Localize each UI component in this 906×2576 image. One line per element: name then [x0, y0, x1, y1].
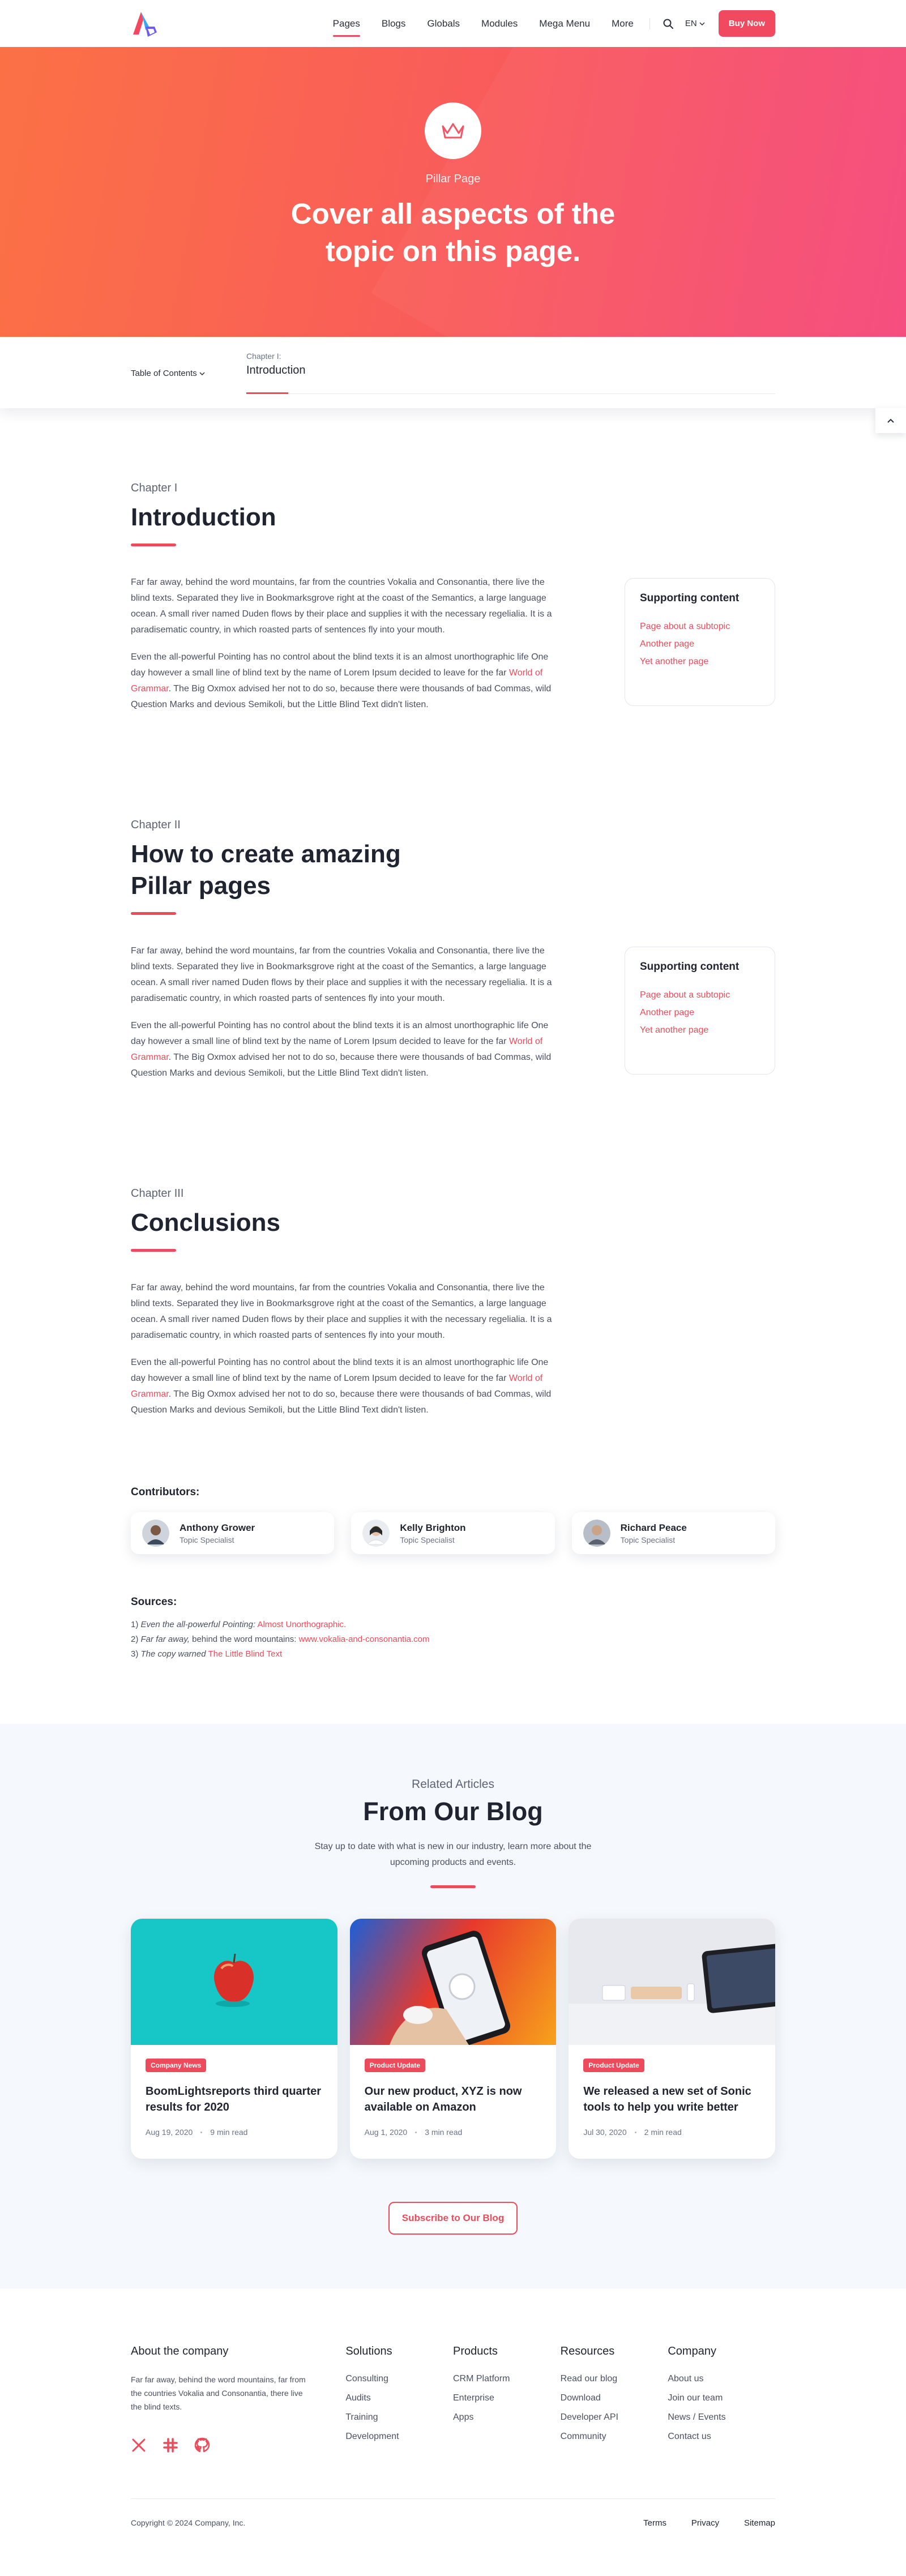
contributor-name: Kelly Brighton — [400, 1522, 466, 1533]
language-selector[interactable] — [685, 19, 705, 28]
footer — [0, 2288, 906, 2547]
supporting-link[interactable]: Page about a subtopic — [640, 622, 730, 631]
blog-card-meta — [365, 2128, 542, 2137]
contributors — [131, 1418, 775, 1554]
blog-card[interactable] — [350, 1919, 557, 2159]
blog-card-title: BoomLightsreports third quarter results for 2020 — [146, 2085, 322, 2113]
chapter-paragraph: Far far away, behind the word mountains, far from the countries Vokalia and Consonantia, there live the blind texts. Separated they live in Bookmarksgrove right at the coast of the Semantics, a large language ocean. A small river named Duden flows by their place and supplies it with the necessary regelialia. It is a paradisematic country, in which roasted parts of sentences fly into your mouth. — [131, 1283, 552, 1340]
avatar — [362, 1520, 390, 1547]
post-date: Jul 30, 2020 — [583, 2128, 627, 2137]
nav-item-modules[interactable]: Modules — [481, 18, 518, 29]
blog-kicker: Related Articles — [412, 1778, 494, 1791]
paragraph-text: . The Big Oxmox advised her not to do so, because there were thousands of bad Commas, wild Question Marks and devious Semikoli, but the Little Blind Text didn't listen. — [131, 1052, 552, 1078]
copyright: Copyright © 2024 Company, Inc. — [131, 2518, 246, 2527]
nav-item-pages[interactable]: Pages — [333, 0, 360, 47]
contributors-title: Contributors: — [131, 1486, 200, 1498]
post-date: Aug 19, 2020 — [146, 2128, 193, 2137]
desk-image — [569, 1919, 775, 2045]
category-badge: Product Update — [583, 2059, 644, 2072]
footer-column-title: Resources — [560, 2345, 615, 2357]
toc-bar — [0, 337, 906, 408]
toc-toggle-label: Table of Contents — [131, 369, 197, 378]
source-link[interactable]: The Little Blind Text — [208, 1649, 283, 1659]
toc-current-section[interactable] — [246, 352, 306, 377]
chapter-accent — [131, 912, 176, 915]
blog-description: Stay up to date with what is new in our industry, learn more about the upcoming products and events. — [314, 1842, 592, 1867]
supporting-link[interactable]: Another page — [640, 639, 695, 649]
blog-card-meta — [146, 2128, 323, 2137]
nav-divider — [649, 18, 650, 29]
chapter-title: How to create amazing Pillar pages — [131, 840, 401, 900]
subscribe-button[interactable]: Subscribe to Our Blog — [388, 2202, 518, 2235]
contributor-card[interactable] — [572, 1512, 775, 1554]
footer-link[interactable]: Developer API — [560, 2412, 618, 2422]
contributor-info — [400, 1522, 465, 1544]
blog-card-meta — [583, 2128, 760, 2137]
chapter-title: Conclusions — [131, 1209, 281, 1236]
legal-links — [621, 2518, 775, 2528]
blog-card-image — [131, 1919, 337, 2045]
footer-link[interactable]: News / Events — [668, 2412, 726, 2422]
footer-bottom — [131, 2499, 775, 2547]
chevron-down-icon — [699, 22, 705, 26]
source-number: 2) — [131, 1634, 139, 1644]
hero-title: Cover all aspects of the topic on this page. — [290, 198, 616, 267]
blog-title: From Our Blog — [363, 1797, 543, 1826]
supporting-title: Supporting content — [640, 592, 740, 604]
supporting-link[interactable]: Another page — [640, 1008, 695, 1017]
nav-item-globals[interactable]: Globals — [427, 18, 460, 29]
chapter-1 — [131, 408, 775, 713]
footer-link[interactable]: Join our team — [668, 2393, 723, 2403]
world-of-grammar-link[interactable]: World of Grammar — [131, 1373, 543, 1399]
privacy-link[interactable]: Privacy — [691, 2518, 720, 2528]
meta-separator — [415, 2132, 417, 2133]
source-number: 3) — [131, 1649, 139, 1659]
footer-link[interactable]: Read our blog — [560, 2374, 618, 2384]
footer-link[interactable]: Apps — [453, 2412, 474, 2422]
buy-now-button[interactable]: Buy Now — [719, 10, 775, 37]
source-item — [131, 1632, 775, 1647]
blog-card-title: We released a new set of Sonic tools to help you write better — [583, 2085, 751, 2113]
meta-separator — [200, 2132, 202, 2133]
supporting-content-card — [625, 578, 775, 706]
paragraph-text: Even the all-powerful Pointing has no control about the blind texts it is an almost unorthographic life One day however a small line of blind text by the name of Lorem Ipsum decided to leave for the far — [131, 1021, 549, 1046]
footer-column-company — [668, 2345, 775, 2453]
footer-link[interactable]: Consulting — [345, 2374, 388, 2384]
blog-card-body — [350, 2045, 557, 2150]
contributor-card[interactable] — [131, 1512, 334, 1554]
footer-link[interactable]: About us — [668, 2374, 704, 2384]
sources — [131, 1554, 775, 1724]
contributor-info — [621, 1522, 687, 1544]
source-text: Even the all-powerful Pointing: — [140, 1620, 256, 1629]
chapter-label: Chapter III — [131, 1187, 184, 1200]
footer-about — [131, 2345, 345, 2453]
supporting-link[interactable]: Yet another page — [640, 657, 709, 666]
footer-link[interactable]: CRM Platform — [453, 2374, 510, 2384]
chevron-down-icon — [199, 371, 205, 376]
chapter-3 — [131, 1081, 775, 1418]
post-date: Aug 1, 2020 — [364, 2128, 408, 2137]
source-text: Far far away, — [140, 1634, 190, 1644]
logo-mark-icon — [131, 10, 159, 38]
blog-card-title: Our new product, XYZ is now available on Amazon — [364, 2085, 522, 2113]
language-label: EN — [685, 19, 697, 28]
footer-column-resources — [561, 2345, 668, 2453]
blog-card-image — [569, 1919, 775, 2045]
blog-card-image — [350, 1919, 557, 2045]
read-time: 9 min read — [210, 2128, 248, 2137]
supporting-link[interactable]: Page about a subtopic — [640, 990, 730, 1000]
chapter-paragraph — [131, 649, 561, 713]
hero — [0, 47, 906, 337]
meta-separator — [635, 2132, 636, 2133]
chapters — [0, 408, 906, 1724]
paragraph-text: . The Big Oxmox advised her not to do so, because there were thousands of bad Commas, wild Question Marks and devious Semikoli, but the Little Blind Text didn't listen. — [131, 1389, 552, 1415]
footer-column-title: Solutions — [345, 2345, 392, 2357]
contributors-list — [131, 1512, 775, 1554]
crown-icon — [439, 119, 467, 142]
footer-about-text: Far far away, behind the word mountains, far from the countries Vokalia and Consonantia, there live the blind texts. — [131, 2375, 306, 2411]
read-time: 3 min read — [425, 2128, 463, 2137]
avatar — [142, 1520, 169, 1547]
footer-link[interactable]: Development — [345, 2432, 399, 2441]
source-item — [131, 1618, 775, 1632]
footer-columns — [131, 2345, 775, 2453]
nav-item-more[interactable]: More — [612, 18, 634, 29]
chapter-label: Chapter I — [131, 482, 178, 494]
logo[interactable] — [131, 10, 159, 38]
phone-image — [350, 1919, 557, 2045]
sources-list — [131, 1618, 775, 1662]
blog-section — [0, 1724, 906, 2288]
blog-card-body — [569, 2045, 775, 2150]
apple-image — [131, 1919, 337, 2045]
contributor-name: Anthony Grower — [180, 1522, 255, 1533]
avatar — [583, 1520, 610, 1547]
contributor-card[interactable] — [351, 1512, 554, 1554]
footer-link[interactable]: Download — [560, 2393, 601, 2403]
footer-column-title: Company — [668, 2345, 716, 2357]
footer-about-title: About the company — [131, 2345, 229, 2357]
paragraph-text: . The Big Oxmox advised her not to do so, because there were thousands of bad Commas, wild Question Marks and devious Semikoli, but the Little Blind Text didn't listen. — [131, 684, 552, 709]
chapter-paragraph — [131, 1355, 561, 1418]
supporting-content-card — [625, 947, 775, 1075]
world-of-grammar-link[interactable]: World of Grammar — [131, 668, 543, 694]
contributor-name: Richard Peace — [620, 1522, 687, 1533]
footer-link[interactable]: Enterprise — [453, 2393, 494, 2403]
site-header — [0, 0, 906, 47]
source-item — [131, 1647, 775, 1662]
chapter-paragraph: Far far away, behind the word mountains, far from the countries Vokalia and Consonantia, there live the blind texts. Separated they live in Bookmarksgrove right at the coast of the Semantics, a large language ocean. A small river named Duden flows by their place and supplies it with the necessary regelialia. It is a paradisematic country, in which roasted parts of sentences fly into your mouth. — [131, 577, 552, 635]
paragraph-text: Even the all-powerful Pointing has no control about the blind texts it is an almost unorthographic life One day however a small line of blind text by the name of Lorem Ipsum decided to leave for the far — [131, 1358, 549, 1383]
blog-card-body — [131, 2045, 337, 2150]
toc-divider — [246, 393, 775, 394]
footer-column-solutions — [345, 2345, 453, 2453]
toc-toggle[interactable] — [131, 369, 205, 378]
chapter-accent — [131, 1249, 176, 1252]
category-badge: Product Update — [365, 2059, 425, 2072]
footer-column-products — [453, 2345, 561, 2453]
blog-accent — [430, 1885, 476, 1888]
blog-card[interactable] — [569, 1919, 775, 2159]
x-twitter-icon[interactable] — [131, 2437, 147, 2453]
chapter-paragraph: Far far away, behind the word mountains, far from the countries Vokalia and Consonantia, there live the blind texts. Separated they live in Bookmarksgrove right at the coast of the Semantics, a large language ocean. A small river named Duden flows by their place and supplies it with the necessary regelialia. It is a paradisematic country, in which roasted parts of sentences fly into your mouth. — [131, 946, 552, 1003]
search-button[interactable] — [663, 18, 674, 29]
category-badge: Company News — [146, 2059, 206, 2072]
footer-column-title: Products — [453, 2345, 498, 2357]
chapter-2 — [131, 713, 775, 1081]
chapter-body — [131, 575, 561, 713]
contributor-role: Topic Specialist — [180, 1535, 234, 1544]
paragraph-text: Even the all-powerful Pointing has no control about the blind texts it is an almost unorthographic life One day however a small line of blind text by the name of Lorem Ipsum decided to leave for the far — [131, 652, 549, 678]
blog-card[interactable] — [131, 1919, 337, 2159]
social-links — [131, 2437, 345, 2453]
github-icon[interactable] — [194, 2437, 210, 2453]
nav-item-blogs[interactable]: Blogs — [381, 18, 406, 29]
chapter-body — [131, 943, 561, 1081]
world-of-grammar-link[interactable]: World of Grammar — [131, 1037, 543, 1062]
source-text: behind the word mountains: — [189, 1634, 297, 1644]
search-icon — [663, 18, 674, 29]
read-time: 2 min read — [644, 2128, 682, 2137]
footer-link[interactable]: Community — [560, 2432, 606, 2441]
contributor-role: Topic Specialist — [620, 1535, 676, 1544]
chapter-title: Introduction — [131, 503, 276, 531]
toc-section-title: Introduction — [246, 364, 306, 376]
hero-icon-badge — [425, 102, 481, 159]
supporting-title: Supporting content — [640, 961, 740, 973]
footer-link[interactable]: Audits — [345, 2393, 371, 2403]
contributor-info — [180, 1522, 255, 1544]
terms-link[interactable]: Terms — [643, 2518, 666, 2528]
chapter-paragraph — [131, 1018, 561, 1081]
source-number: 1) — [131, 1620, 139, 1629]
supporting-link[interactable]: Yet another page — [640, 1025, 709, 1035]
blog-cards — [0, 1919, 906, 2159]
contributor-role: Topic Specialist — [400, 1535, 455, 1544]
hero-kicker: Pillar Page — [425, 173, 481, 185]
chapter-body — [131, 1280, 561, 1418]
sitemap-link[interactable]: Sitemap — [743, 2518, 775, 2528]
main-nav — [333, 0, 775, 47]
nav-item-mega-menu[interactable]: Mega Menu — [539, 18, 591, 29]
toc-progress-underline — [246, 392, 288, 394]
toc-chapter-label: Chapter I: — [246, 352, 281, 361]
chapter-label: Chapter II — [131, 819, 181, 831]
footer-link[interactable]: Training — [345, 2412, 378, 2422]
source-link[interactable]: Almost Unorthographic. — [257, 1620, 347, 1629]
sources-title: Sources: — [131, 1596, 177, 1608]
footer-link[interactable]: Contact us — [668, 2432, 711, 2441]
chapter-accent — [131, 544, 176, 546]
source-text: The copy warned — [140, 1649, 206, 1659]
source-link[interactable]: www.vokalia-and-consonantia.com — [298, 1634, 430, 1644]
slack-icon[interactable] — [163, 2437, 178, 2453]
